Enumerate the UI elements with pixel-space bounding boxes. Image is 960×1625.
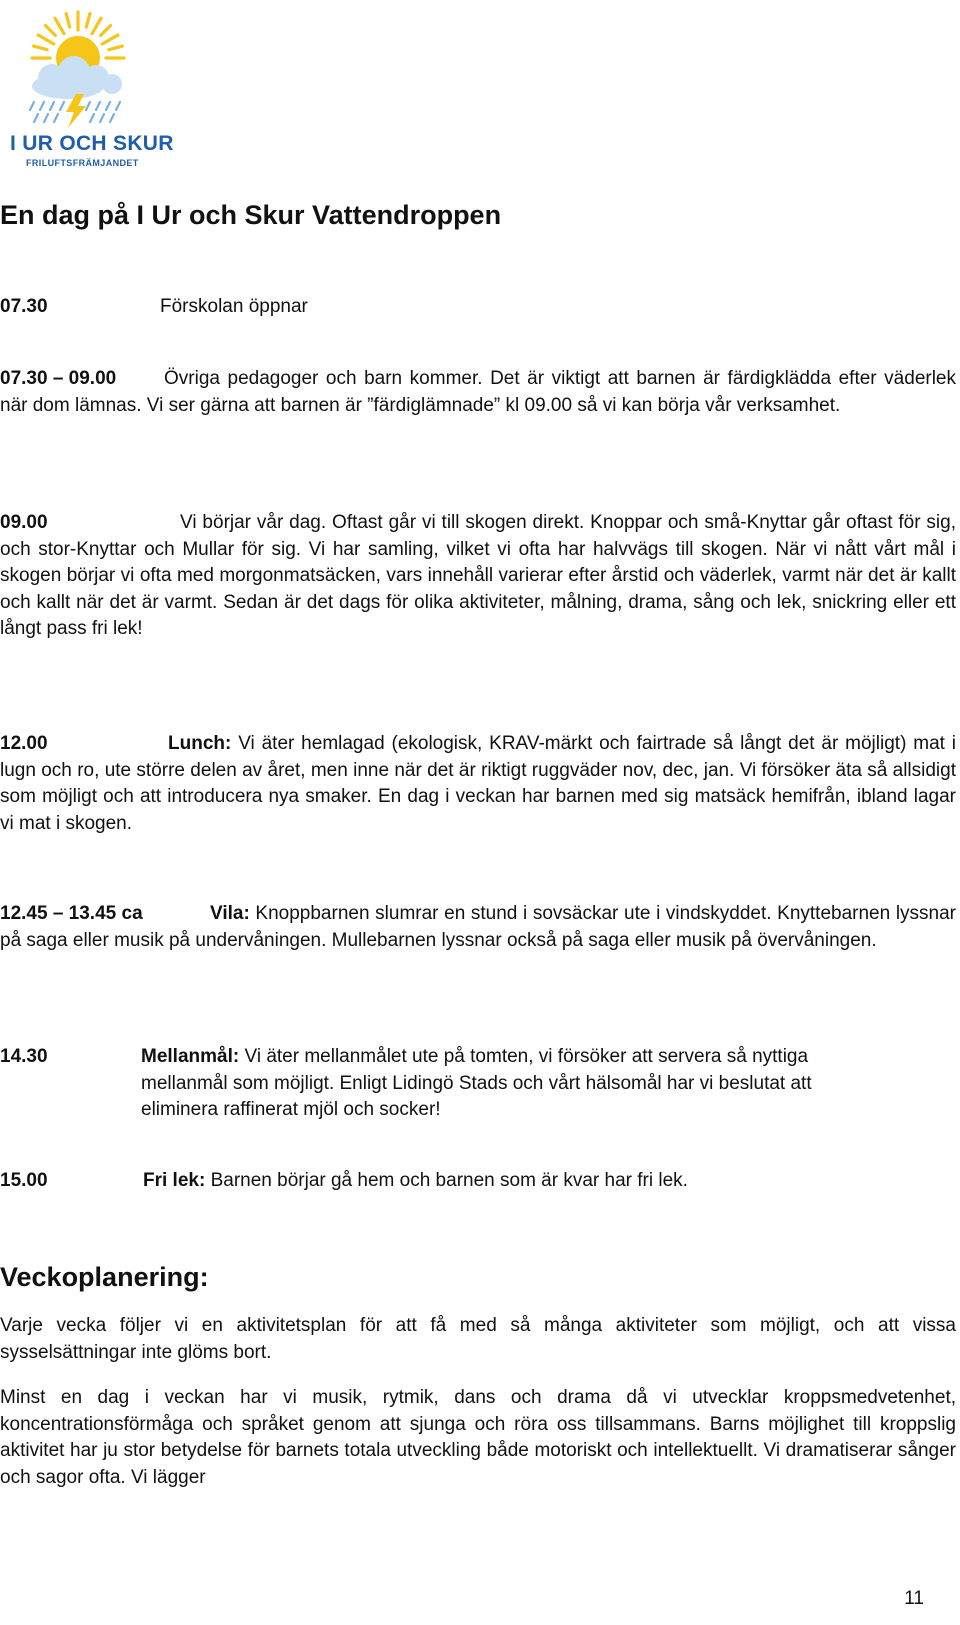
- weekly-paragraph-2: Minst en dag i veckan har vi musik, rytmik, dans och drama då vi utvecklar kroppsmedvetenhet, koncentrationsförmåga och språket genom att sjunga och röra oss tillsammans. Barns möjlighet till kroppslig aktivitet har ju stor betydelse för barnets totala utveckling både motoriskt och intellektuellt. Vi dramatiserar sånger och sagor ofta. Vi lägger: [0, 1387, 956, 1488]
- weekly-paragraph-1: Varje vecka följer vi en aktivitetsplan för att få med så många aktiviteter som möjligt, och att vissa sysselsättningar inte glöms bort.: [0, 1315, 956, 1363]
- schedule-label: Mellanmål:: [141, 1046, 240, 1067]
- schedule-time: 09.00: [0, 512, 48, 533]
- schedule-text: Övriga pedagoger och barn kommer. Det är viktigt att barnen är färdigklädda efter väderlek när dom lämnas. Vi ser gärna att barnen är ”färdiglämnade” kl 09.00 så vi kan börja vår verksamhet.: [0, 368, 956, 416]
- page-number: 11: [904, 1588, 924, 1609]
- schedule-time: 12.45 – 13.45 ca: [0, 903, 143, 924]
- schedule-text: Vi börjar vår dag. Oftast går vi till skogen direkt. Knoppar och små-Knyttar går oftast för sig, och stor-Knyttar och Mullar för sig. Vi har samling, vilket vi ofta har halvvägs till skogen. När vi nått vårt mål i skogen börjar vi ofta med morgonmatsäcken, vars innehåll varierar efter årstid och väderlek, varmt när det är kallt och kallt när det är varmt. Sedan är det dags för olika aktiviteter, målning, drama, sång och lek, snickring eller ett långt pass fri lek!: [0, 512, 956, 639]
- schedule-item-1500: [0, 1168, 956, 1195]
- schedule-text: Vi äter hemlagad (ekologisk, KRAV-märkt och fairtrade så långt det är möjligt) mat i lugn och ro, ute större delen av året, men inne när det är riktigt ruggväder nov, dec, jan. Vi försöker äta så allsidigt som möjligt och att introducera nya smaker. En dag i veckan har barnen med sig matsäck hemifrån, ibland lagar vi mat i skogen.: [0, 733, 956, 834]
- schedule-time: 15.00: [0, 1170, 48, 1191]
- schedule-time: 07.30 – 09.00: [0, 368, 117, 389]
- schedule-label: Lunch:: [168, 733, 232, 754]
- document-title: En dag på I Ur och Skur Vattendroppen: [0, 200, 502, 230]
- logo-name: I UR OCH SKUR: [10, 132, 174, 155]
- schedule-text: Förskolan öppnar: [160, 296, 308, 317]
- schedule-time: 14.30: [0, 1046, 48, 1067]
- schedule-item-0900: [0, 510, 956, 643]
- schedule-time: 12.00: [0, 733, 48, 754]
- sun-cloud-rain-icon: [4, 6, 154, 134]
- schedule-item-0730: [0, 294, 956, 321]
- schedule-item-1245-1345: [0, 901, 956, 954]
- schedule-item-1430: [0, 1044, 956, 1124]
- schedule-text: Knoppbarnen slumrar en stund i sovsäckar ute i vindskyddet. Knyttebarnen lyssnar på saga eller musik på undervåningen. Mullebarnen lyssnar också på saga eller musik på övervåningen.: [0, 903, 957, 951]
- weekly-heading: Veckoplanering:: [0, 1262, 209, 1292]
- schedule-label: Fri lek:: [143, 1170, 206, 1191]
- schedule-text: Barnen börjar gå hem och barnen som är kvar har fri lek.: [210, 1170, 688, 1191]
- schedule-item-1200: [0, 731, 956, 837]
- logo-subtitle: FRILUFTSFRÄMJANDET: [26, 158, 139, 168]
- schedule-text: Vi äter mellanmålet ute på tomten, vi försöker att servera så nyttiga mellanmål som möjligt. Enligt Lidingö Stads och vårt hälsomål har vi beslutat att eliminera raffinerat mjöl och socker!: [141, 1046, 812, 1120]
- logo: [4, 6, 174, 168]
- schedule-label: Vila:: [210, 903, 250, 924]
- schedule-time: 07.30: [0, 296, 48, 317]
- schedule-item-0730-0900: [0, 366, 956, 419]
